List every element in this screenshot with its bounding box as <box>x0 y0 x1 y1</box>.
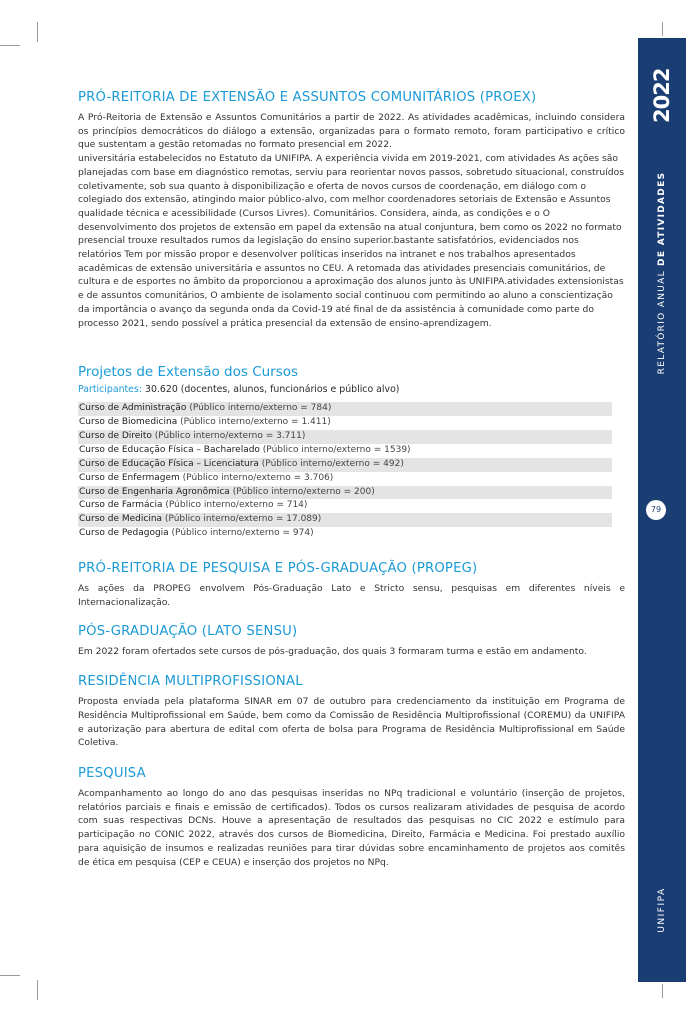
propeg-heading: PRÓ-REITORIA DE PESQUISA E PÓS-GRADUAÇÃO (PROPEG) <box>78 561 478 577</box>
course-name: Curso de Direito <box>79 431 152 442</box>
course-name: Curso de Educação Física – Bacharelado <box>79 444 260 455</box>
course-row <box>78 416 612 430</box>
propeg-section <box>78 561 625 609</box>
course-name: Curso de Educação Física – Licenciatura <box>79 458 259 469</box>
sidebar-title <box>657 172 667 375</box>
propeg-paragraph: As ações da PROPEG envolvem Pós-Graduação Lato e Stricto sensu, pesquisas em diferentes níveis e Internacionalização. <box>78 583 625 608</box>
sidebar-title-prefix: RELATÓRIO ANUAL <box>657 265 667 375</box>
crop-mark <box>37 980 38 1000</box>
course-name: Curso de Enfermagem <box>79 472 180 483</box>
proex-paragraph-2: universitária estabelecidos no Estatuto da UNIFIPA. A experiência vivida em 2019-2021, com atividades As ações são planejadas com base em diagnóstico remotas, serviu para reorientar novos passos, sobretudo situacional, construídos coletivamente, sob sua quanto à disponibilização e oferta de novos cursos de coordenação, em diálogo com o colegiado dos extensão, atingindo maior público-alvo, com melhor coordenadores setoriais de Extensão e Assuntos qualidade técnica e acessibilidade (Cursos Livres). Comunitários. Considera, ainda, as condições e o O desenvolvimento dos projetos de extensão em papel da extensão na atual conjuntura, bem como os 2022 no formato presencial trouxe resultados rumos da legislação do ensino superior.bastante satisfatórios, evidenciados nos relatórios Tem por missão propor e desenvolver políticas inseridos na intranet e nos trabalhos apresentados acadêmicas de extensão universitária e assuntos no CEU. A retomada das atividades presenciais comunitários, de cultura e de esportes no âmbito da proporcionou a aproximação dos alunos junto às UNIFIPA.atividades extensionistas e de assuntos comunitários, O ambiente de isolamento social continuou com permitindo ao aluno a conscientização da importância o avanço da segunda onda da Covid-19 até final de da assistência à comunidade como parte do processo 2021, sendo possível a prática presencial da extensão de ensino-aprendizagem. <box>78 153 625 329</box>
pesquisa-paragraph: Acompanhamento ao longo do ano das pesquisas inseridas no NPq tradicional e voluntário (inserção de projetos, relatórios parciais e finais e emissão de certificados). Todos os cursos realizaram atividades de pesquisa de acordo com suas respectivas DCNs. Houve a apresentação de resultados das pesquisas no CIC 2022 e estímulo para participação no CONIC 2022, através dos cursos de Biomedicina, Direito, Farmácia e Medicina. Foi prestado auxílio para aquisição de insumos e realizadas reuniões para tirar dúvidas sobre encaminhamento de projetos aos comitês de ética em pesquisa (CEP e CEUA) e inserção dos projetos no NPq. <box>78 788 625 868</box>
course-name: Curso de Pedagogia <box>79 528 169 539</box>
participants-line <box>78 384 625 395</box>
course-audience: (Público interno/externo = 3.706) <box>179 472 334 483</box>
course-audience: (Público interno/externo = 200) <box>229 486 375 497</box>
course-audience: (Público interno/externo = 492) <box>258 458 404 469</box>
projetos-heading: Projetos de Extensão dos Cursos <box>78 364 299 381</box>
lato-section <box>78 624 625 659</box>
course-audience: (Público interno/externo = 974) <box>168 528 314 539</box>
course-name: Curso de Engenharia Agronômica <box>79 486 230 497</box>
crop-mark <box>0 975 20 976</box>
course-audience: (Público interno/externo = 1.411) <box>177 417 331 428</box>
crop-mark <box>662 984 663 998</box>
course-audience: (Público interno/externo = 714) <box>162 500 308 511</box>
course-name: Curso de Farmácia <box>79 500 163 511</box>
proex-section <box>78 90 625 330</box>
course-audience: (Público interno/externo = 784) <box>186 403 332 414</box>
page-content <box>78 90 625 869</box>
sidebar-title-bold: DE ATIVIDADES <box>657 171 667 266</box>
page-number: 79 <box>646 500 666 520</box>
course-name: Curso de Administração <box>79 403 187 414</box>
proex-paragraph-1: A Pró-Reitoria de Extensão e Assuntos Comunitários a partir de 2022. As atividades acadêmicas, incluindo considera os princípios democráticos do diálogo a extensão, organizadas para o formato remoto, foram participativo e crítico que sustentam a gestão retomadas no formato presencial em 2022. <box>78 112 625 151</box>
sidebar-year: 2022 <box>650 68 674 123</box>
course-row <box>78 430 612 444</box>
course-row <box>78 513 612 527</box>
crop-mark <box>662 22 663 36</box>
residencia-section <box>78 674 625 750</box>
crop-mark <box>0 45 20 46</box>
course-row <box>78 486 612 500</box>
crop-mark <box>37 22 38 42</box>
course-name: Curso de Medicina <box>79 514 163 525</box>
course-audience: (Público interno/externo = 3.711) <box>151 431 306 442</box>
lato-paragraph: Em 2022 foram ofertados sete cursos de pós-graduação, dos quais 3 formaram turma e estão em andamento. <box>78 645 587 657</box>
sidebar-brand: UNIFIPA <box>657 887 667 933</box>
course-row <box>78 499 612 513</box>
lato-heading: PÓS-GRADUAÇÃO (LATO SENSU) <box>78 623 298 639</box>
course-audience: (Público interno/externo = 1539) <box>259 444 411 455</box>
participants-label: Participantes: <box>78 384 142 396</box>
pesquisa-heading: PESQUISA <box>78 766 146 782</box>
course-row <box>78 458 612 472</box>
course-row <box>78 402 612 416</box>
proex-heading: PRÓ-REITORIA DE EXTENSÃO E ASSUNTOS COMUNITÁRIOS (PROEX) <box>78 90 537 105</box>
pesquisa-section <box>78 766 625 869</box>
course-name: Curso de Biomedicina <box>79 417 178 428</box>
course-audience: (Público interno/externo = 17.089) <box>162 514 322 525</box>
residencia-paragraph: Proposta enviada pela plataforma SINAR em 07 de outubro para credenciamento da instituição em Programa de Residência Multiprofissional em Saúde, bem como da Comissão de Residência Multiprofissional (COREMU) da UNIFIPA e autorização para abertura de edital com oferta de bolsa para Programa de Residência Multiprofissional em Saúde Coletiva. <box>78 696 625 749</box>
participants-value: 30.620 (docentes, alunos, funcionários e público alvo) <box>142 384 400 396</box>
course-row <box>78 472 612 486</box>
course-row <box>78 527 612 541</box>
course-row <box>78 444 612 458</box>
projetos-section <box>78 364 625 541</box>
course-list <box>78 402 612 541</box>
residencia-heading: RESIDÊNCIA MULTIPROFISSIONAL <box>78 674 303 690</box>
